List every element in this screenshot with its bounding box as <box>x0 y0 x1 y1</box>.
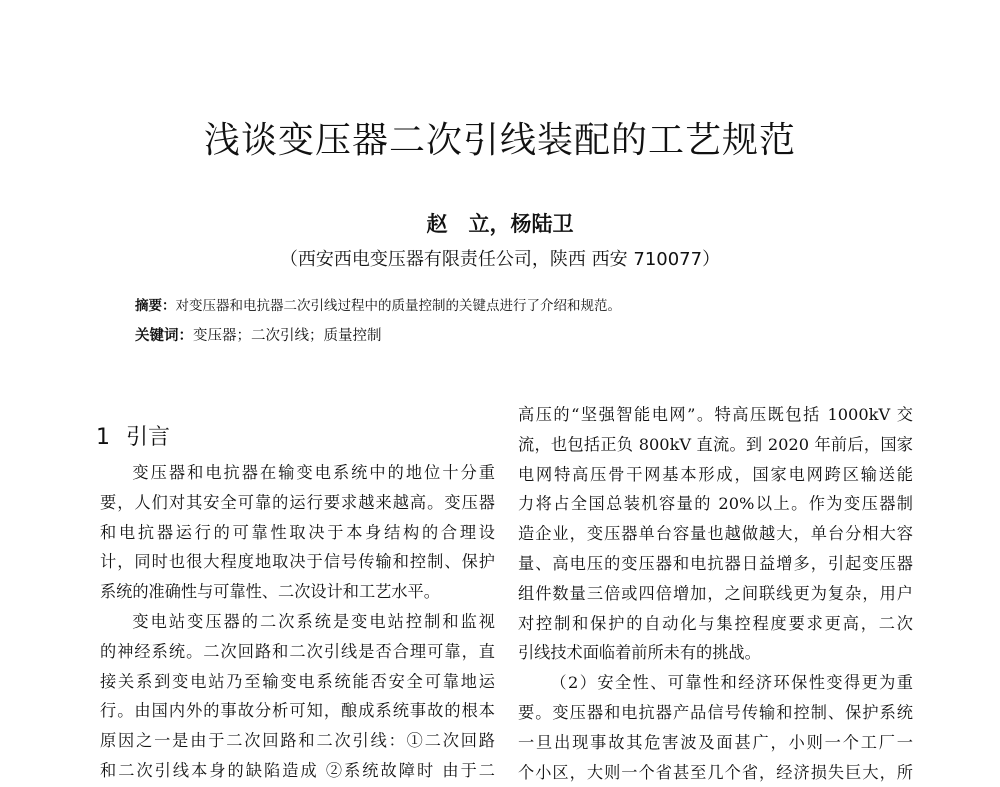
text-line: 原因之一是由于二次回路和二次引线：①二次回路 <box>100 731 495 751</box>
author-line: 赵 立，杨陆卫 <box>426 211 574 236</box>
text-line: 行。由国内外的事故分析可知，酿成系统事故的根本 <box>100 701 495 721</box>
text-line: 流，也包括正负 800kV 直流。到 2020 年前后，国家 <box>518 434 913 454</box>
left-column <box>100 458 495 786</box>
text-line: 要。变压器和电抗器产品信号传输和控制、保护系统 <box>518 702 913 722</box>
keywords <box>135 324 895 345</box>
abstract-label: 摘要： <box>135 298 176 314</box>
paper-title: 浅谈变压器二次引线装配的工艺规范 <box>203 120 796 161</box>
keywords-text: 变压器；二次引线；质量控制 <box>193 328 382 344</box>
text-line: 对控制和保护的自动化与集控程度要求更高，二次 <box>518 613 913 633</box>
paragraph <box>100 458 495 607</box>
paragraph <box>518 668 913 787</box>
text-line: 接关系到变电站乃至输变电系统能否安全可靠地运 <box>100 671 495 691</box>
text-line: 变压器和电抗器在输变电系统中的地位十分重 <box>132 463 495 482</box>
right-column <box>518 400 913 787</box>
text-line: 量、高电压的变压器和电抗器日益增多，引起变压器 <box>518 553 913 573</box>
text-line: 计，同时也很大程度地取决于信号传输和控制、保护 <box>100 552 495 572</box>
abstract <box>135 294 895 314</box>
section-title: 引言 <box>126 425 171 450</box>
affiliation: （西安西电变压器有限责任公司，陕西 西安 710077） <box>279 249 721 270</box>
text-line: 要，人们对其安全可靠的运行要求越来越高。变压器 <box>100 492 495 512</box>
paragraph <box>100 607 495 786</box>
section-number: 1 <box>96 425 110 450</box>
text-line: 引线技术面临着前所未有的挑战。 <box>518 643 761 663</box>
text-line: 一旦出现事故其危害波及面甚广，小则一个工厂一 <box>518 732 913 752</box>
text-line: 的神经系统。二次回路和二次引线是否合理可靠，直 <box>100 641 495 661</box>
text-line: 系统的准确性与可靠性、二次设计和工艺水平。 <box>100 582 440 602</box>
text-line: 造企业，变压器单台容量也越做越大，单台分相大容 <box>518 524 913 544</box>
text-line: 力将占全国总装机容量的 20%以上。作为变压器制 <box>518 494 913 514</box>
text-line: 高压的“坚强智能电网”。特高压既包括 1000kV 交 <box>518 405 913 424</box>
text-line: 组件数量三倍或四倍增加，之间联线更为复杂，用户 <box>518 583 913 603</box>
text-line: 和二次引线本身的缺陷造成 ②系统故障时 由于二 <box>100 760 495 780</box>
text-line: 电网特高压骨干网基本形成，国家电网跨区输送能 <box>518 464 913 484</box>
keywords-label: 关键词： <box>135 328 193 344</box>
text-line: 和电抗器运行的可靠性取决于本身结构的合理设 <box>100 522 495 542</box>
abstract-text: 对变压器和电抗器二次引线过程中的质量控制的关键点进行了介绍和规范。 <box>175 298 621 314</box>
paragraph <box>518 400 913 668</box>
text-line: 个小区，大则一个省甚至几个省，经济损失巨大，所 <box>518 762 913 782</box>
text-line: （2）安全性、可靠性和经济环保性变得更为重 <box>550 673 913 693</box>
text-line: 变电站变压器的二次系统是变电站控制和监视 <box>132 611 495 631</box>
section-heading <box>96 420 170 451</box>
